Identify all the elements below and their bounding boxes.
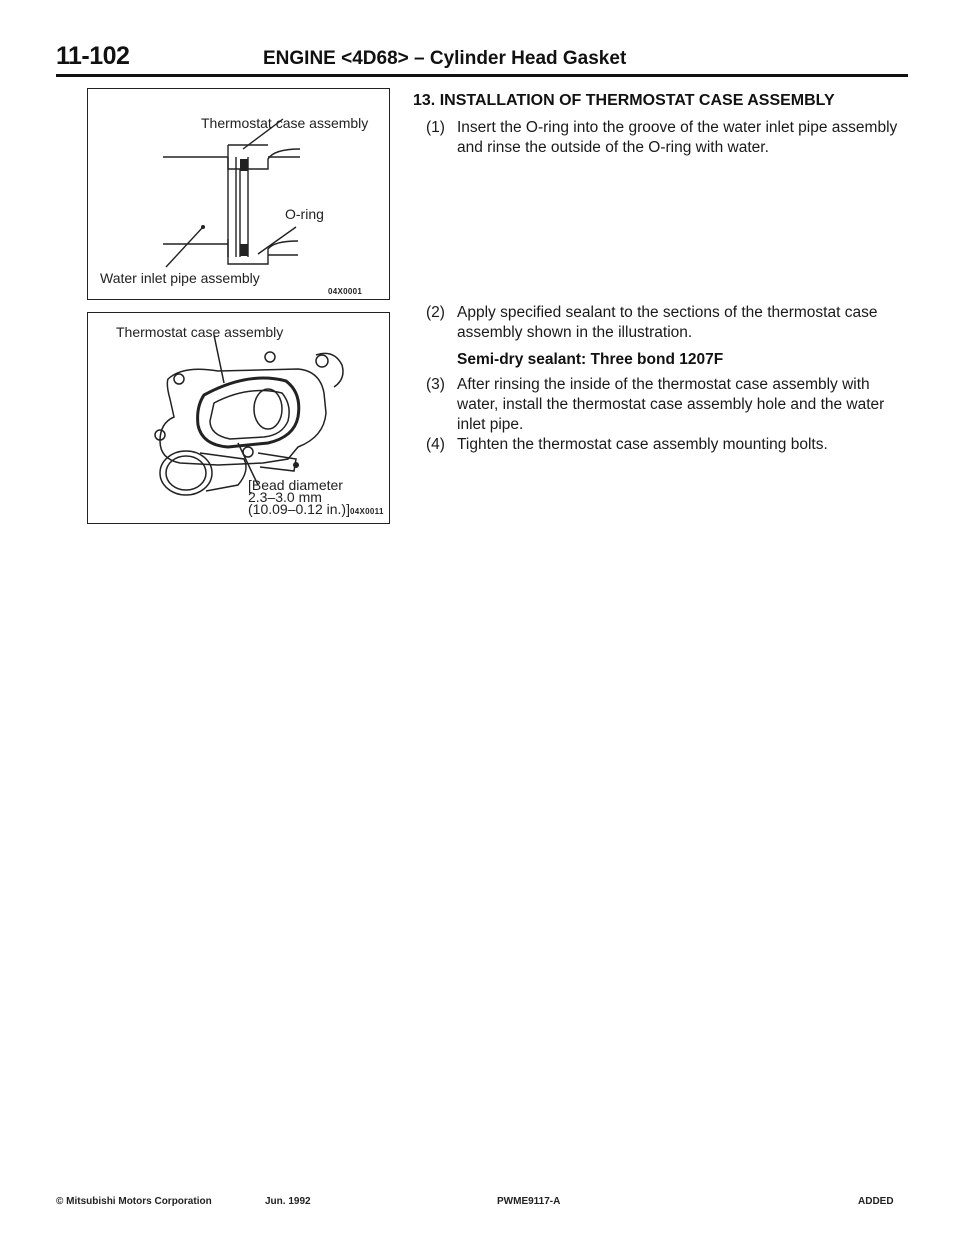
step-1 — [413, 118, 913, 158]
figure-oring-diagram — [87, 88, 390, 300]
label-bead-diameter: [Bead diameter — [248, 477, 343, 493]
figure-sealant-diagram — [87, 312, 390, 524]
label-bead-mm: 2.3–3.0 mm — [248, 489, 322, 505]
spacer — [413, 158, 913, 303]
page-title: ENGINE <4D68> – Cylinder Head Gasket — [263, 48, 627, 69]
step-number: (2) — [426, 304, 445, 321]
step-text: After rinsing the inside of the thermostat case assembly with water, install the thermostat case assembly hole and the water inlet pipe. — [457, 376, 885, 433]
label-water-inlet-pipe: Water inlet pipe assembly — [100, 270, 260, 286]
step-number: (1) — [426, 119, 445, 136]
step-number: (4) — [426, 436, 445, 453]
figure-code: 04X0001 — [328, 287, 363, 296]
step-3 — [413, 375, 913, 435]
section-heading: 13. INSTALLATION OF THERMOSTAT CASE ASSEMBLY — [413, 92, 835, 109]
label-oring: O-ring — [285, 206, 324, 222]
footer-status: ADDED — [858, 1196, 894, 1207]
footer-doc-code: PWME9117-A — [497, 1196, 561, 1207]
instruction-section — [413, 90, 913, 455]
sealant-illustration — [88, 313, 388, 522]
step-text: Insert the O-ring into the groove of the water inlet pipe assembly and rinse the outside of the O-ring with water. — [457, 119, 898, 156]
footer-copyright: © Mitsubishi Motors Corporation — [56, 1196, 212, 1207]
page-number: 11-102 — [56, 42, 130, 70]
step-text: Tighten the thermostat case assembly mounting bolts. — [457, 436, 828, 453]
step-text: Apply specified sealant to the sections of the thermostat case assembly shown in the illustration. — [457, 304, 878, 341]
label-thermostat-case: Thermostat case assembly — [201, 115, 369, 131]
footer-date: Jun. 1992 — [265, 1196, 311, 1207]
header-rule — [56, 74, 908, 77]
step-2 — [413, 303, 913, 343]
label-thermostat-case: Thermostat case assembly — [116, 324, 284, 340]
figure-code: 04X0011 — [350, 507, 384, 516]
sealant-spec: Semi-dry sealant: Three bond 1207F — [457, 351, 724, 368]
step-number: (3) — [426, 376, 445, 393]
label-bead-in: (10.09–0.12 in.)] — [248, 501, 350, 517]
step-4 — [413, 435, 913, 455]
